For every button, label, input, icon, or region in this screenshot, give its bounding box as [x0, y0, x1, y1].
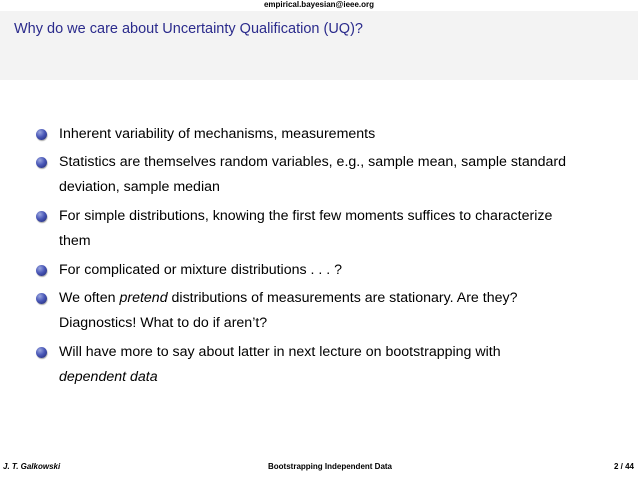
page-number: 2 / 44 — [613, 462, 634, 471]
bullet-text: Will have more to say about latter in next lecture on bootstrapping with — [59, 344, 501, 360]
bullet-ball-icon — [36, 293, 47, 304]
bullet-text — [59, 364, 624, 390]
bullet-text — [59, 285, 624, 311]
bullet-text: For simple distributions, knowing the first few moments suffices to characterize — [59, 208, 553, 224]
slide-headline: empirical.bayesian@ieee.org — [263, 0, 375, 9]
bullet-text: For complicated or mixture distributions . . . ? — [59, 262, 343, 278]
slide-title: Why do we care about Uncertainty Qualification (UQ)? — [14, 21, 363, 37]
emphasis-text: pretend — [119, 290, 168, 306]
bullet-text: Inherent variability of mechanisms, measurements — [59, 126, 376, 142]
bullet-text-segment: distributions of measurements are stationary. Are they? — [167, 290, 518, 306]
bullet-ball-icon — [36, 129, 47, 140]
bullet-ball-icon — [36, 265, 47, 276]
bullet-text: deviation, sample median — [59, 179, 220, 195]
bullet-text-segment: We often — [59, 290, 120, 306]
footer-author: J. T. Galkowski — [3, 462, 61, 471]
bullet-text: Diagnostics! What to do if aren’t? — [59, 315, 268, 331]
bullet-text: them — [59, 233, 91, 249]
bullet-ball-icon — [36, 211, 47, 222]
emphasis-text: dependent data — [59, 369, 158, 385]
footer-title: Bootstrapping Independent Data — [268, 462, 392, 471]
bullet-text: Statistics are themselves random variables, e.g., sample mean, sample standard — [59, 154, 567, 170]
bullet-ball-icon — [36, 347, 47, 358]
slide-footline — [0, 461, 638, 475]
bullet-ball-icon — [36, 157, 47, 168]
